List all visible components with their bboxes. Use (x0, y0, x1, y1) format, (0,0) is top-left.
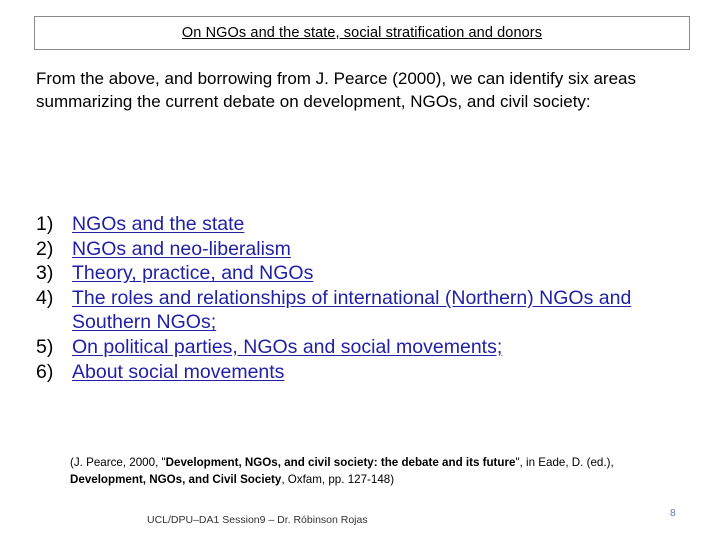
topic-link-neo-liberalism[interactable]: NGOs and neo-liberalism (72, 237, 291, 260)
list-item (36, 261, 696, 286)
footer-text: UCL/DPU–DA1 Session9 – Dr. Róbinson Rojas (147, 514, 368, 526)
page-number: 8 (670, 507, 676, 519)
list-number: 3) (36, 262, 54, 285)
citation-bold-title: Development, NGOs, and civil society: the debate and its future (165, 456, 516, 469)
slide-title: On NGOs and the state, social stratification and donors (181, 25, 543, 41)
citation-part: ", in Eade, D. (ed.), (515, 456, 614, 469)
citation-part: (J. Pearce, 2000, " (70, 456, 166, 469)
intro-paragraph: From the above, and borrowing from J. Pearce (2000), we can identify six areas summarizing the current debate on development, NGOs, and civil society: (36, 69, 637, 111)
list-item (36, 286, 696, 335)
list-item (36, 335, 696, 360)
list-number: 6) (36, 360, 54, 383)
list-number: 1) (36, 213, 54, 235)
topic-list (36, 212, 696, 384)
list-item (36, 360, 696, 385)
topic-link-social-movements[interactable]: About social movements (72, 360, 285, 383)
citation-part: , Oxfam, pp. 127-148) (281, 473, 395, 486)
list-item (36, 237, 696, 262)
title-box (34, 16, 690, 50)
citation (70, 454, 670, 488)
topic-link-political-parties[interactable]: On political parties, NGOs and social movements; (72, 335, 503, 358)
list-item (36, 212, 696, 237)
topic-link-roles-relationships[interactable]: The roles and relationships of international (Northern) NGOs and Southern NGOs; (72, 286, 632, 334)
list-number: 4) (36, 286, 54, 309)
topic-link-ngos-state[interactable]: NGOs and the state (72, 213, 245, 235)
list-number: 2) (36, 237, 54, 260)
citation-bold-book: Development, NGOs, and Civil Society (70, 473, 282, 486)
topic-link-theory-practice[interactable]: Theory, practice, and NGOs (72, 262, 314, 285)
list-number: 5) (36, 335, 54, 358)
